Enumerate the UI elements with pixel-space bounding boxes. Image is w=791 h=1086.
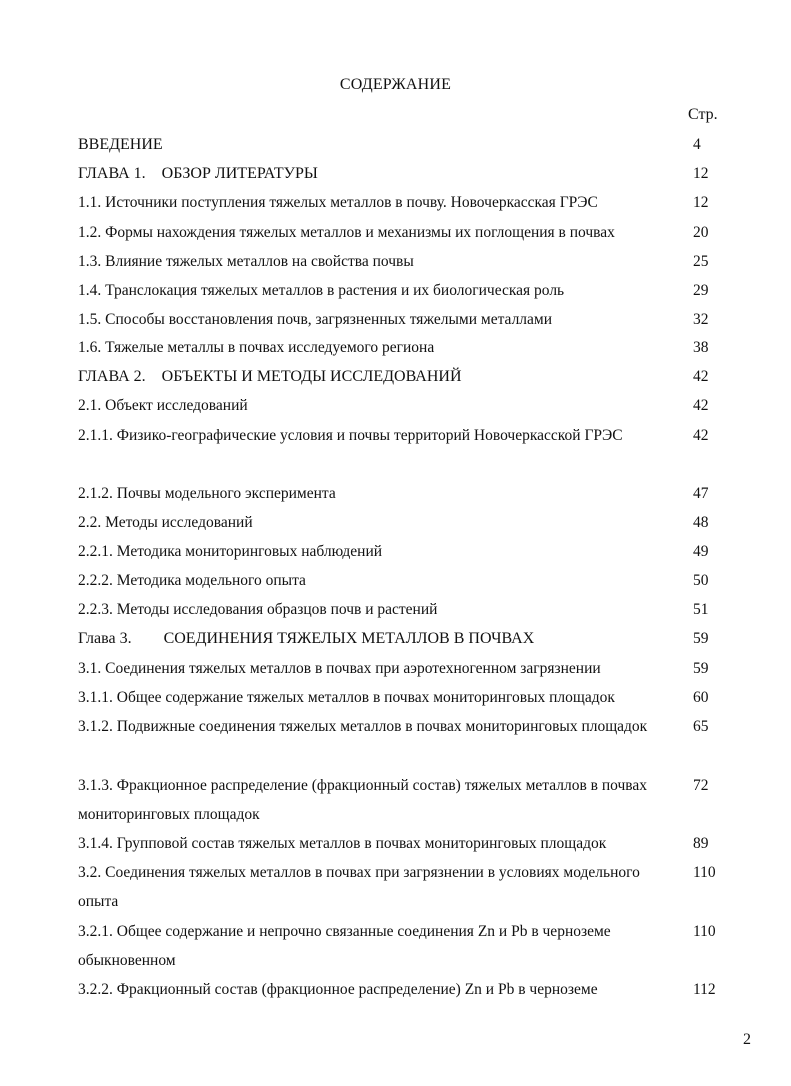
toc-entry-page: 51: [693, 601, 709, 618]
toc-entry[interactable]: [78, 188, 728, 217]
toc-entry-text: 2.1.1. Физико-географические условия и почвы территорий Новочеркасской ГРЭС: [78, 427, 623, 444]
toc-entry-text: 2.2.3. Методы исследования образцов почв и растений: [78, 601, 438, 618]
toc-entry[interactable]: [78, 566, 728, 595]
toc-entry-page: 110: [693, 923, 716, 940]
toc-entry-text: 1.3. Влияние тяжелых металлов на свойства почвы: [78, 253, 414, 270]
toc-entry-text: 3.2.2. Фракционный состав (фракционное распределение) Zn и Pb в черноземе: [78, 981, 598, 998]
toc-entry[interactable]: [78, 858, 728, 916]
toc-entry[interactable]: [78, 333, 728, 362]
toc-entry[interactable]: [78, 917, 728, 975]
toc-entry-text: 3.1.3. Фракционное распределение (фракционный состав) тяжелых металлов в почвах мониторинговых площадок: [78, 777, 648, 823]
toc-entry-page: 38: [693, 339, 709, 356]
toc-entry-page: 42: [693, 397, 709, 414]
toc-entry-text: 1.1. Источники поступления тяжелых металлов в почву. Новочеркасская ГРЭС: [78, 194, 598, 211]
page-number: 2: [743, 1031, 751, 1048]
toc-entry-page: 47: [693, 485, 709, 502]
toc-entry-page: 42: [693, 368, 709, 385]
toc-entry[interactable]: [78, 975, 728, 1004]
toc-entry[interactable]: [78, 305, 728, 334]
toc-entry[interactable]: [78, 421, 728, 450]
toc-entry[interactable]: [78, 683, 728, 712]
toc-entry-text: ВВЕДЕНИЕ: [78, 136, 163, 153]
toc-entry-text: 2.1. Объект исследований: [78, 397, 248, 414]
toc-entry-page: 48: [693, 514, 709, 531]
toc-entry-text: 3.1.1. Общее содержание тяжелых металлов в почвах мониторинговых площадок: [78, 689, 615, 706]
toc-entry-text: 1.2. Формы нахождения тяжелых металлов и механизмы их поглощения в почвах: [78, 224, 615, 241]
document-title: СОДЕРЖАНИЕ: [339, 76, 452, 93]
toc-entry[interactable]: [78, 479, 728, 508]
toc-entry[interactable]: [78, 130, 728, 159]
toc-entry-page: 12: [693, 165, 709, 182]
toc-entry[interactable]: [78, 771, 728, 829]
toc-entry-text: 3.2.1. Общее содержание и непрочно связанные соединения Zn и Pb в черноземе обыкновенном: [78, 923, 611, 969]
toc-entry-page: 65: [693, 718, 709, 735]
toc-entry-text: ГЛАВА 1. ОБЗОР ЛИТЕРАТУРЫ: [78, 165, 318, 182]
toc-entry[interactable]: [78, 218, 728, 247]
toc-entry-page: 20: [693, 224, 709, 241]
toc-entry-page: 112: [693, 981, 716, 998]
toc-entry[interactable]: [78, 159, 728, 188]
toc-entry-page: 12: [693, 194, 709, 211]
toc-entry-text: ГЛАВА 2. ОБЪЕКТЫ И МЕТОДЫ ИССЛЕДОВАНИЙ: [78, 368, 462, 385]
toc-entry-page: 60: [693, 689, 709, 706]
toc-entry-page: 29: [693, 282, 709, 299]
toc-entry[interactable]: [78, 654, 728, 683]
toc-entry-page: 49: [693, 543, 709, 560]
toc-entry[interactable]: [78, 712, 728, 741]
toc-entry-text: 2.2.1. Методика мониторинговых наблюдений: [78, 543, 383, 560]
toc-entry-page: 110: [693, 864, 716, 881]
toc-entry-text: Глава 3. СОЕДИНЕНИЯ ТЯЖЕЛЫХ МЕТАЛЛОВ В ПОЧВАХ: [78, 630, 535, 647]
toc-entry-text: 3.1.2. Подвижные соединения тяжелых металлов в почвах мониторинговых площадок: [78, 718, 648, 735]
toc-entry-text: 2.2. Методы исследований: [78, 514, 253, 531]
toc-entry[interactable]: [78, 537, 728, 566]
toc-entry-page: 59: [693, 630, 709, 647]
toc-entry[interactable]: [78, 624, 728, 653]
toc-entry[interactable]: [78, 276, 728, 305]
toc-entry-text: 1.4. Транслокация тяжелых металлов в растения и их биологическая роль: [78, 282, 565, 299]
toc-entry-text: 3.1.4. Групповой состав тяжелых металлов в почвах мониторинговых площадок: [78, 835, 607, 852]
toc-entry-text: 1.6. Тяжелые металлы в почвах исследуемого региона: [78, 339, 435, 356]
toc-entry[interactable]: [78, 391, 728, 420]
toc-entry-text: 3.1. Соединения тяжелых металлов в почвах при аэротехногенном загрязнении: [78, 660, 601, 677]
toc-entry-page: 32: [693, 311, 709, 328]
page-column-header: Стр.: [688, 106, 718, 123]
toc-entry-text: 2.1.2. Почвы модельного эксперимента: [78, 485, 336, 502]
toc-entry-page: 59: [693, 660, 709, 677]
toc-entry[interactable]: [78, 247, 728, 276]
toc-entry-page: 25: [693, 253, 709, 270]
toc-entry-page: 72: [693, 777, 709, 794]
toc-entry-page: 4: [693, 136, 701, 153]
toc-entry[interactable]: [78, 508, 728, 537]
toc-entry-text: 3.2. Соединения тяжелых металлов в почвах при загрязнении в условиях модельного опыта: [78, 864, 640, 910]
toc-entry-text: 2.2.2. Методика модельного опыта: [78, 572, 306, 589]
toc-entry-page: 50: [693, 572, 709, 589]
toc-entry[interactable]: [78, 829, 728, 858]
toc-entry-page: 42: [693, 427, 709, 444]
toc-entry-text: 1.5. Способы восстановления почв, загрязненных тяжелыми металлами: [78, 311, 553, 328]
toc-entry-page: 89: [693, 835, 709, 852]
toc-entry[interactable]: [78, 595, 728, 624]
toc-entry[interactable]: [78, 362, 728, 391]
